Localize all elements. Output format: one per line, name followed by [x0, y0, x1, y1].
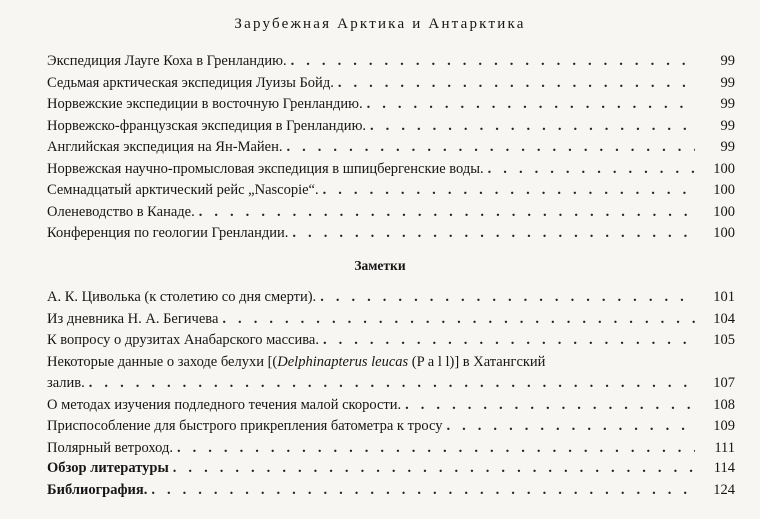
dot-leader — [173, 458, 695, 480]
page-number: 99 — [720, 139, 735, 155]
toc-entry — [47, 480, 735, 502]
entry-title-line1 — [47, 352, 735, 374]
dot-leader — [320, 287, 695, 309]
entry-title: Конференция по геологии Гренландии. — [47, 225, 289, 241]
entry-title-cont: залив. — [47, 375, 85, 391]
section-heading: Зарубежная Арктика и Антарктика — [234, 16, 526, 32]
toc-entry — [47, 309, 735, 331]
page-number: 100 — [713, 182, 735, 198]
dot-leader — [286, 137, 695, 159]
dot-leader — [323, 180, 695, 202]
page-number: 105 — [713, 332, 735, 348]
toc-entry — [47, 416, 735, 438]
entry-title-line2 — [47, 373, 735, 395]
page-number: 99 — [720, 74, 735, 91]
toc-entry — [47, 223, 735, 245]
page-number: 111 — [714, 439, 735, 456]
dot-leader — [151, 480, 695, 502]
toc-entry — [47, 458, 735, 480]
page-number: 114 — [713, 460, 735, 476]
section-toc-list — [47, 51, 735, 245]
toc-entry — [47, 180, 735, 202]
notes-toc-list — [47, 287, 735, 459]
page-number: 99 — [720, 96, 735, 112]
entry-title: К вопросу о друзитах Анабарского массива. — [47, 332, 319, 348]
dot-leader — [177, 438, 695, 460]
dot-leader — [488, 159, 695, 181]
dot-leader — [222, 309, 695, 331]
toc-entry — [47, 395, 735, 417]
dot-leader — [405, 395, 695, 417]
entry-title: Семнадцатый арктический рейс „Nascopie“. — [47, 182, 319, 198]
page-number: 99 — [720, 53, 735, 69]
entry-title-species: Delphinapterus leucas — [277, 353, 409, 370]
dot-leader — [199, 202, 695, 224]
entry-title: О методах изучения подледного течения малой скорости. — [47, 396, 402, 413]
dot-leader — [323, 330, 695, 352]
dot-leader — [89, 373, 695, 395]
toc-entry — [47, 73, 735, 95]
entry-title: Экспедиция Лауге Коха в Гренландию. — [47, 53, 287, 69]
toc-entry — [47, 116, 735, 138]
page-number: 100 — [713, 203, 735, 220]
entry-title: Седьмая арктическая экспедиция Луизы Бойд. — [47, 74, 334, 91]
toc-entry — [47, 438, 735, 460]
entry-title: Английская экспедиция на Ян-Майен. — [47, 139, 283, 155]
page-number: 100 — [713, 160, 735, 177]
dot-leader — [292, 223, 695, 245]
entry-title: Библиография. — [47, 481, 148, 498]
page-number: 104 — [713, 310, 735, 327]
dot-leader — [370, 116, 695, 138]
page-number: 124 — [713, 481, 735, 498]
entry-title-part2: (P a l l)] в Хатангский — [408, 353, 546, 370]
entry-title-part1: Некоторые данные о заходе белухи [( — [47, 353, 278, 370]
page-number: 99 — [720, 117, 735, 134]
toc-entry — [47, 202, 735, 224]
toc-entry — [47, 94, 735, 116]
dot-leader — [367, 94, 695, 116]
entry-title: А. К. Циволька (к столетию со дня смерти). — [47, 289, 317, 305]
toc-entry — [47, 51, 735, 73]
dot-leader — [446, 416, 695, 438]
toc-entry — [47, 159, 735, 181]
entry-title: Норвежско-французская экспедиция в Гренландию. — [47, 117, 367, 134]
final-toc-list — [47, 458, 735, 501]
page-number: 108 — [713, 396, 735, 413]
page-number: 101 — [713, 289, 735, 305]
entry-title: Норвежские экспедиции в восточную Гренландию. — [47, 96, 363, 112]
dot-leader — [291, 51, 695, 73]
page-number: 107 — [713, 375, 735, 391]
toc-entry — [47, 287, 735, 309]
page-number: 100 — [713, 225, 735, 241]
toc-entry — [47, 137, 735, 159]
entry-title: Полярный ветроход. — [47, 439, 173, 456]
toc-entry-multiline — [47, 352, 735, 395]
entry-title: Оленеводство в Канаде. — [47, 203, 195, 220]
entry-title: Из дневника Н. А. Бегичева — [47, 310, 219, 327]
notes-heading: Заметки — [354, 258, 406, 273]
entry-title: Норвежская научно-промысловая экспедиция в шпицбергенские воды. — [47, 160, 484, 177]
dot-leader — [338, 73, 695, 95]
entry-title: Приспособление для быстрого прикрепления батометра к тросу — [47, 418, 443, 434]
entry-title: Обзор литературы — [47, 460, 169, 476]
toc-entry — [47, 330, 735, 352]
page-number: 109 — [713, 418, 735, 434]
